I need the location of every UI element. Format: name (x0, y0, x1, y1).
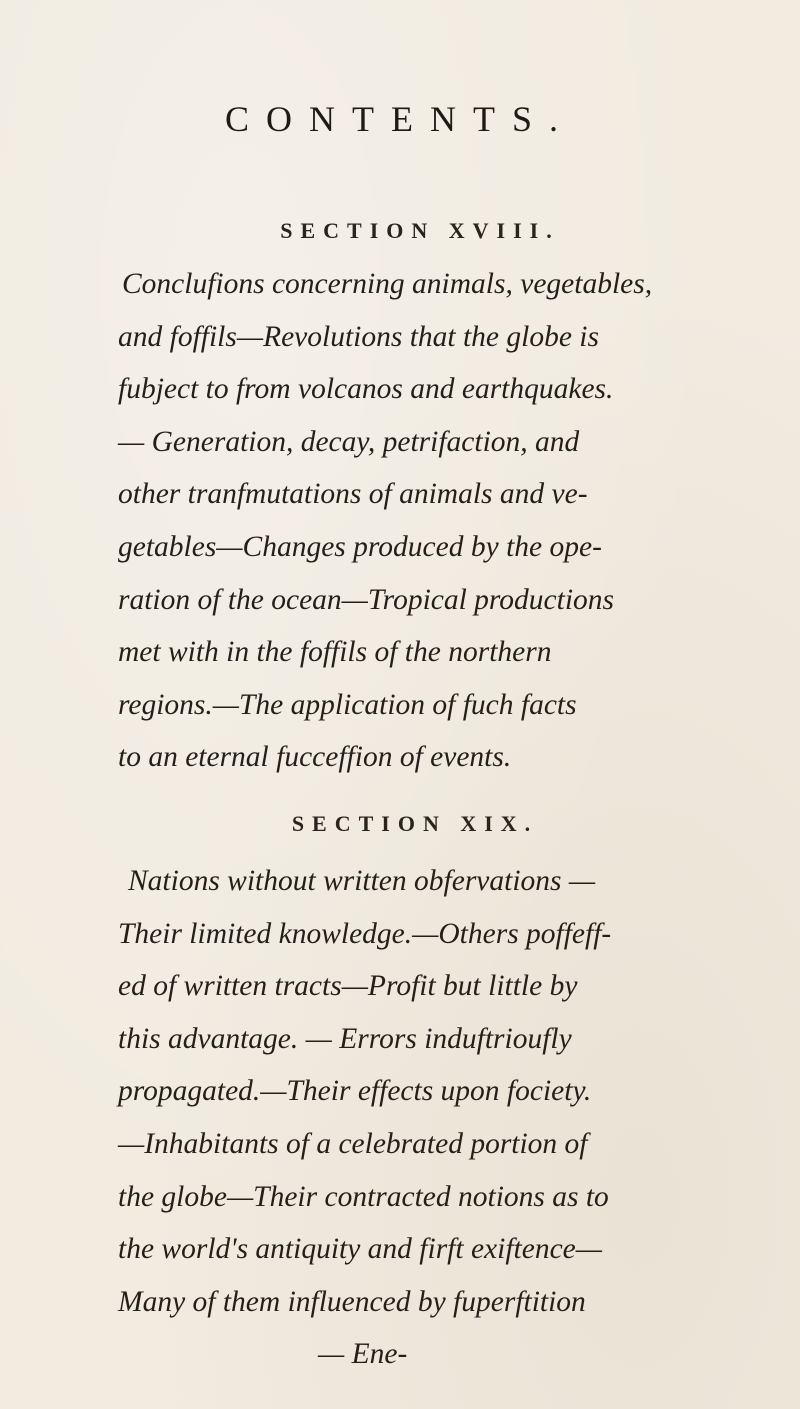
summary-line: ration of the ocean—Tropical productions (118, 583, 615, 616)
summary-line: Nations without written obfervations — (128, 865, 596, 897)
section-heading: SECTION XIX. (291, 811, 539, 836)
summary-line: and foffils—Revolutions that the globe is (118, 320, 599, 353)
catchword: — Ene- (318, 1338, 408, 1371)
summary-line: Their limited knowledge.—Others poffeff- (118, 917, 612, 950)
summary-line: — Generation, decay, petrifaction, and (118, 425, 580, 458)
summary-line: regions.—The application of fuch facts (118, 688, 577, 721)
summary-line: the globe—Their contracted notions as to (118, 1180, 609, 1213)
summary-line: other tranfmutations of animals and ve- (118, 478, 588, 511)
summary-line: fubject to from volcanos and earthquakes. (118, 373, 614, 406)
summary-line: this advantage. — Errors induftrioufly (118, 1022, 572, 1055)
summary-line: getables—Changes produced by the ope- (118, 530, 602, 563)
summary-line: propagated.—Their effects upon fociety. (118, 1075, 592, 1108)
section-summary (118, 258, 738, 784)
summary-line: met with in the foffils of the northern (118, 636, 552, 669)
section-summary (118, 855, 738, 1381)
section-heading: SECTION XVIII. (280, 218, 560, 243)
summary-line: ed of written tracts—Profit but little by (118, 970, 578, 1003)
summary-line: the world's antiquity and firft exiftence— (118, 1233, 602, 1266)
running-head: CONTENTS. (225, 99, 575, 139)
summary-line: Conclufions concerning animals, vegetables, (122, 268, 653, 300)
summary-line: to an eternal fucceffion of events. (118, 741, 512, 774)
summary-line: —Inhabitants of a celebrated portion of (118, 1127, 588, 1160)
summary-line: Many of them influenced by fuperftition (118, 1285, 586, 1318)
